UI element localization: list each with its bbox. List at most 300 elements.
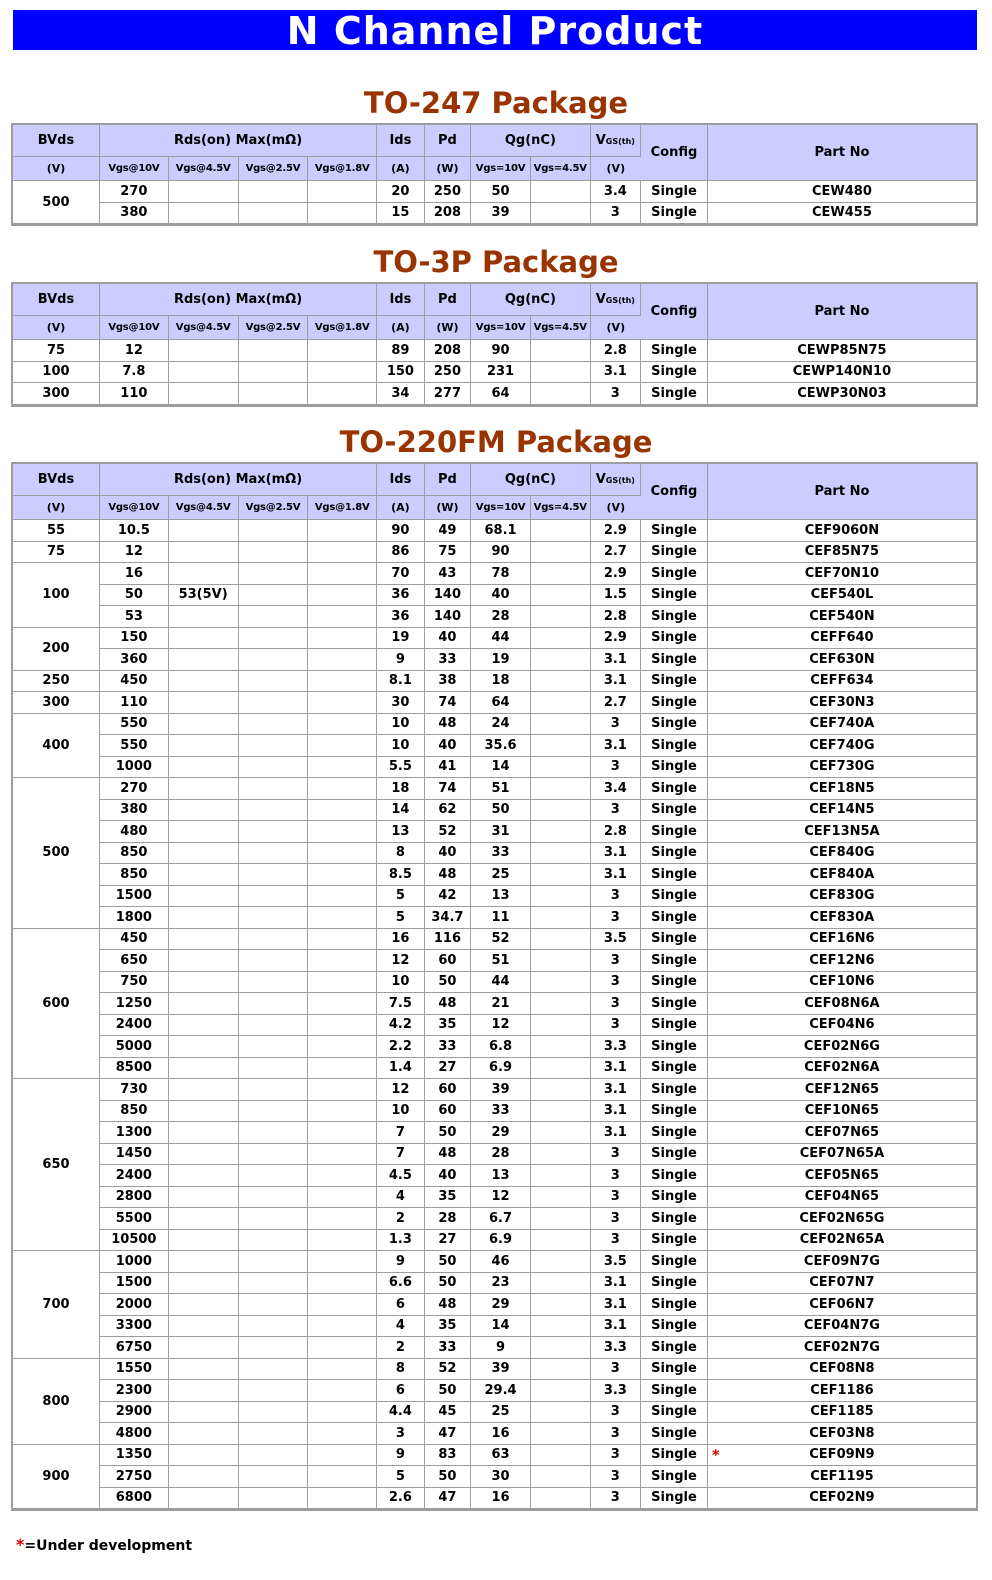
value-cell: 650 <box>100 950 169 972</box>
value-cell <box>169 907 239 929</box>
header-config: Config <box>641 284 708 340</box>
value-cell: 12 <box>100 340 169 362</box>
value-cell: 7.5 <box>377 993 425 1015</box>
part-no-cell <box>708 1101 976 1123</box>
value-cell <box>239 340 309 362</box>
value-cell: Single <box>641 563 708 585</box>
value-cell: 53(5V) <box>169 585 239 607</box>
value-cell <box>531 340 591 362</box>
value-cell <box>531 1294 591 1316</box>
value-cell <box>169 1230 239 1252</box>
value-cell <box>239 757 309 779</box>
value-cell <box>308 585 377 607</box>
value-cell: Single <box>641 671 708 693</box>
value-cell: Single <box>641 585 708 607</box>
part-no-text: CEWP85N75 <box>797 342 887 358</box>
value-cell: 2.9 <box>591 520 642 542</box>
header-part-no: Part No <box>708 125 976 181</box>
part-no-cell <box>708 1488 976 1510</box>
value-cell: 35 <box>425 1015 472 1037</box>
value-cell: 3300 <box>100 1316 169 1338</box>
table-row <box>13 1122 976 1144</box>
table-row <box>13 649 976 671</box>
value-cell: 10 <box>377 1101 425 1123</box>
value-cell <box>531 1466 591 1488</box>
value-cell: 68.1 <box>471 520 531 542</box>
value-cell: 40 <box>425 628 472 650</box>
value-cell: 36 <box>377 606 425 628</box>
value-cell: 3 <box>591 1402 642 1424</box>
value-cell: 6 <box>377 1380 425 1402</box>
value-cell: 450 <box>100 671 169 693</box>
spec-table-to-247-package <box>11 123 978 226</box>
table-row <box>13 1402 976 1424</box>
value-cell <box>308 1251 377 1273</box>
value-cell <box>169 1165 239 1187</box>
value-cell: Single <box>641 907 708 929</box>
value-cell <box>531 929 591 951</box>
value-cell: 89 <box>377 340 425 362</box>
value-cell <box>531 1359 591 1381</box>
value-cell: 43 <box>425 563 472 585</box>
part-no-text: CEF540L <box>810 587 874 603</box>
value-cell <box>308 886 377 908</box>
value-cell <box>169 181 239 203</box>
header-bvds: BVds <box>13 284 100 316</box>
table-row <box>13 692 976 714</box>
value-cell <box>308 1015 377 1037</box>
value-cell <box>239 362 309 384</box>
header-rds-sub: Vgs@4.5V <box>169 316 239 340</box>
value-cell: 70 <box>377 563 425 585</box>
header-rds-sub: Vgs@10V <box>100 157 169 181</box>
part-no-cell <box>708 843 976 865</box>
value-cell: 75 <box>425 542 472 564</box>
part-no-text: CEF02N6G <box>803 1038 880 1054</box>
table-row <box>13 1316 976 1338</box>
value-cell <box>308 1423 377 1445</box>
value-cell: Single <box>641 800 708 822</box>
value-cell <box>531 864 591 886</box>
table-row <box>13 821 976 843</box>
value-cell <box>169 1294 239 1316</box>
value-cell <box>169 628 239 650</box>
value-cell: 3.4 <box>591 778 642 800</box>
table-row <box>13 563 976 585</box>
value-cell: 27 <box>425 1058 472 1080</box>
value-cell: Single <box>641 1316 708 1338</box>
part-no-text: CEF830G <box>809 888 875 904</box>
bvds-cell: 800 <box>13 1359 100 1445</box>
value-cell: 34.7 <box>425 907 472 929</box>
header-vgs-main: V <box>595 472 606 487</box>
header-ids: Ids <box>377 464 425 496</box>
header-ids: Ids <box>377 284 425 316</box>
value-cell <box>239 606 309 628</box>
header-qg: Qg(nC) <box>471 284 590 316</box>
value-cell <box>308 628 377 650</box>
header-ids-unit: (A) <box>377 496 425 520</box>
value-cell: 2800 <box>100 1187 169 1209</box>
value-cell <box>169 1058 239 1080</box>
value-cell <box>531 821 591 843</box>
header-bvds: BVds <box>13 125 100 157</box>
value-cell <box>531 649 591 671</box>
header-vgs <box>591 125 642 157</box>
table-row <box>13 864 976 886</box>
value-cell: 3 <box>591 1230 642 1252</box>
part-no-cell <box>708 1058 976 1080</box>
value-cell: 53 <box>100 606 169 628</box>
value-cell <box>308 606 377 628</box>
header-qg-sub: Vgs=10V <box>471 157 531 181</box>
header-vgs-main: V <box>595 133 606 148</box>
value-cell: 39 <box>471 203 531 225</box>
header-config: Config <box>641 125 708 181</box>
value-cell: 116 <box>425 929 472 951</box>
table-row <box>13 1445 976 1467</box>
table-row <box>13 972 976 994</box>
value-cell: Single <box>641 993 708 1015</box>
value-cell: 1250 <box>100 993 169 1015</box>
value-cell: Single <box>641 1230 708 1252</box>
value-cell <box>169 929 239 951</box>
bvds-cell: 100 <box>13 362 100 384</box>
value-cell <box>169 692 239 714</box>
part-no-cell <box>708 1316 976 1338</box>
value-cell <box>169 1079 239 1101</box>
value-cell <box>531 1079 591 1101</box>
header-qg-sub: Vgs=4.5V <box>531 496 591 520</box>
value-cell <box>531 585 591 607</box>
value-cell <box>531 181 591 203</box>
table-row <box>13 1144 976 1166</box>
value-cell <box>531 1144 591 1166</box>
value-cell: 33 <box>425 1337 472 1359</box>
value-cell <box>239 778 309 800</box>
table-row <box>13 1466 976 1488</box>
value-cell: 3 <box>591 1015 642 1037</box>
header-vgs-sub: GS(th) <box>605 296 635 305</box>
value-cell <box>169 1380 239 1402</box>
part-no-cell <box>708 563 976 585</box>
value-cell: 5 <box>377 907 425 929</box>
value-cell: 10 <box>377 972 425 994</box>
header-vgs <box>591 464 642 496</box>
value-cell <box>308 520 377 542</box>
value-cell: 110 <box>100 692 169 714</box>
value-cell <box>169 203 239 225</box>
header-pd: Pd <box>425 464 472 496</box>
value-cell: Single <box>641 542 708 564</box>
value-cell <box>169 362 239 384</box>
value-cell: 10 <box>377 714 425 736</box>
table-row <box>13 671 976 693</box>
value-cell <box>239 1101 309 1123</box>
value-cell: 35 <box>425 1187 472 1209</box>
part-no-text: CEF630N <box>809 651 875 667</box>
value-cell <box>239 1251 309 1273</box>
value-cell: 41 <box>425 757 472 779</box>
value-cell: 1.4 <box>377 1058 425 1080</box>
bvds-cell: 300 <box>13 383 100 405</box>
value-cell: Single <box>641 383 708 405</box>
header-rds: Rds(on) Max(mΩ) <box>100 125 377 157</box>
header-ids-unit: (A) <box>377 157 425 181</box>
part-no-cell <box>708 542 976 564</box>
value-cell: 49 <box>425 520 472 542</box>
value-cell: Single <box>641 1488 708 1510</box>
header-pd-unit: (W) <box>425 316 472 340</box>
value-cell <box>531 383 591 405</box>
value-cell <box>308 1101 377 1123</box>
value-cell: 45 <box>425 1402 472 1424</box>
value-cell: 3 <box>591 1208 642 1230</box>
value-cell <box>169 735 239 757</box>
table-row <box>13 340 976 362</box>
bvds-cell: 75 <box>13 340 100 362</box>
value-cell <box>239 821 309 843</box>
value-cell <box>531 1402 591 1424</box>
value-cell <box>239 563 309 585</box>
value-cell <box>169 843 239 865</box>
value-cell: 2.8 <box>591 821 642 843</box>
value-cell <box>531 1101 591 1123</box>
header-vgs-sub: GS(th) <box>605 137 635 146</box>
part-no-cell <box>708 1294 976 1316</box>
table-row <box>13 800 976 822</box>
value-cell: 140 <box>425 585 472 607</box>
part-no-text: CEF1186 <box>810 1382 874 1398</box>
value-cell: Single <box>641 1165 708 1187</box>
value-cell <box>308 181 377 203</box>
part-no-text: CEF18N5 <box>809 780 875 796</box>
value-cell: 9 <box>377 1445 425 1467</box>
part-no-text: CEF09N7G <box>803 1253 880 1269</box>
value-cell: 20 <box>377 181 425 203</box>
value-cell <box>531 563 591 585</box>
value-cell: Single <box>641 1273 708 1295</box>
value-cell: 2.2 <box>377 1036 425 1058</box>
part-no-cell <box>708 520 976 542</box>
value-cell: 90 <box>377 520 425 542</box>
part-no-text: CEF03N8 <box>809 1425 875 1441</box>
value-cell: Single <box>641 628 708 650</box>
value-cell: 28 <box>471 1144 531 1166</box>
header-rds-sub: Vgs@1.8V <box>308 316 377 340</box>
value-cell: 380 <box>100 800 169 822</box>
header-vgs-unit: (V) <box>591 157 642 181</box>
value-cell: 46 <box>471 1251 531 1273</box>
value-cell: 3 <box>591 950 642 972</box>
value-cell <box>239 1316 309 1338</box>
value-cell: Single <box>641 1144 708 1166</box>
value-cell: 3.1 <box>591 1058 642 1080</box>
value-cell <box>308 1273 377 1295</box>
value-cell: 1300 <box>100 1122 169 1144</box>
value-cell: 2000 <box>100 1294 169 1316</box>
value-cell <box>239 671 309 693</box>
value-cell <box>239 1273 309 1295</box>
value-cell <box>169 1402 239 1424</box>
part-no-cell <box>708 649 976 671</box>
value-cell: 1000 <box>100 1251 169 1273</box>
value-cell <box>239 1380 309 1402</box>
value-cell: 8500 <box>100 1058 169 1080</box>
value-cell: 24 <box>471 714 531 736</box>
value-cell <box>169 1187 239 1209</box>
part-no-cell <box>708 1079 976 1101</box>
value-cell <box>531 735 591 757</box>
table-row <box>13 628 976 650</box>
table-row <box>13 843 976 865</box>
part-no-text: CEF840G <box>809 845 875 861</box>
value-cell: 3 <box>591 203 642 225</box>
value-cell <box>308 1230 377 1252</box>
value-cell: 9 <box>471 1337 531 1359</box>
value-cell: 231 <box>471 362 531 384</box>
header-rds-sub: Vgs@1.8V <box>308 496 377 520</box>
spec-table-to-3p-package <box>11 282 978 407</box>
value-cell <box>169 757 239 779</box>
value-cell: 50 <box>425 972 472 994</box>
value-cell: 3 <box>591 993 642 1015</box>
value-cell <box>308 1079 377 1101</box>
table-row <box>13 886 976 908</box>
part-no-text: CEF02N65G <box>799 1210 885 1226</box>
value-cell <box>239 1015 309 1037</box>
value-cell: 3.1 <box>591 649 642 671</box>
value-cell: 23 <box>471 1273 531 1295</box>
value-cell: 9 <box>377 1251 425 1273</box>
value-cell: 2900 <box>100 1402 169 1424</box>
header-row <box>13 125 976 157</box>
value-cell <box>308 907 377 929</box>
table-row <box>13 1230 976 1252</box>
section-title-to-3p-package: TO-3P Package <box>373 245 619 279</box>
value-cell: 42 <box>425 886 472 908</box>
value-cell: Single <box>641 1058 708 1080</box>
value-cell <box>308 1402 377 1424</box>
value-cell: 3 <box>591 886 642 908</box>
value-cell <box>308 383 377 405</box>
part-no-text: CEF04N65 <box>804 1189 880 1205</box>
section-title-to-247-package: TO-247 Package <box>363 86 629 120</box>
value-cell <box>169 800 239 822</box>
value-cell <box>531 843 591 865</box>
value-cell <box>308 843 377 865</box>
value-cell <box>239 649 309 671</box>
part-no-text: CEF05N65 <box>804 1167 880 1183</box>
value-cell: 450 <box>100 929 169 951</box>
value-cell: Single <box>641 692 708 714</box>
value-cell <box>169 1337 239 1359</box>
bvds-cell: 500 <box>13 778 100 929</box>
value-cell: 3.3 <box>591 1036 642 1058</box>
header-qg: Qg(nC) <box>471 125 590 157</box>
header-qg-sub: Vgs=4.5V <box>531 157 591 181</box>
value-cell: 33 <box>471 843 531 865</box>
part-no-cell <box>708 1251 976 1273</box>
bvds-cell: 650 <box>13 1079 100 1251</box>
part-no-text: CEF04N6 <box>809 1017 875 1033</box>
table-row <box>13 1058 976 1080</box>
value-cell: Single <box>641 1122 708 1144</box>
value-cell: 27 <box>425 1230 472 1252</box>
value-cell: 2.7 <box>591 542 642 564</box>
value-cell <box>308 692 377 714</box>
value-cell <box>531 628 591 650</box>
bvds-cell: 400 <box>13 714 100 779</box>
value-cell: 3 <box>591 1187 642 1209</box>
part-no-text: CEF740A <box>809 716 875 732</box>
value-cell: 4 <box>377 1187 425 1209</box>
part-no-cell <box>708 1230 976 1252</box>
value-cell <box>169 671 239 693</box>
value-cell: 47 <box>425 1423 472 1445</box>
value-cell <box>308 993 377 1015</box>
part-no-text: CEF540N <box>809 608 875 624</box>
value-cell: 3.1 <box>591 1101 642 1123</box>
value-cell <box>169 1015 239 1037</box>
value-cell <box>239 203 309 225</box>
value-cell <box>169 714 239 736</box>
part-no-cell <box>708 203 976 225</box>
value-cell: 16 <box>377 929 425 951</box>
value-cell: 50 <box>425 1273 472 1295</box>
part-no-cell <box>708 585 976 607</box>
value-cell: 39 <box>471 1079 531 1101</box>
bvds-cell: 300 <box>13 692 100 714</box>
value-cell: 3.3 <box>591 1380 642 1402</box>
value-cell: 6.6 <box>377 1273 425 1295</box>
part-no-cell <box>708 181 976 203</box>
header-pd-unit: (W) <box>425 157 472 181</box>
table-row <box>13 1015 976 1037</box>
table-row <box>13 1423 976 1445</box>
value-cell <box>531 1273 591 1295</box>
value-cell: Single <box>641 1380 708 1402</box>
value-cell: 5.5 <box>377 757 425 779</box>
value-cell <box>531 1423 591 1445</box>
value-cell: 250 <box>425 181 472 203</box>
value-cell: 11 <box>471 907 531 929</box>
part-no-text: CEF08N8 <box>809 1361 875 1377</box>
value-cell: 277 <box>425 383 472 405</box>
value-cell: 1800 <box>100 907 169 929</box>
part-no-cell <box>708 1144 976 1166</box>
value-cell <box>239 907 309 929</box>
header-rds-sub: Vgs@4.5V <box>169 496 239 520</box>
table-row <box>13 1359 976 1381</box>
value-cell: 4800 <box>100 1423 169 1445</box>
value-cell: 50 <box>425 1380 472 1402</box>
header-vgs-unit: (V) <box>591 316 642 340</box>
value-cell: 3.3 <box>591 1337 642 1359</box>
value-cell: 2400 <box>100 1165 169 1187</box>
part-no-cell <box>708 1380 976 1402</box>
table-row <box>13 520 976 542</box>
value-cell: Single <box>641 950 708 972</box>
table-row <box>13 950 976 972</box>
value-cell: 10 <box>377 735 425 757</box>
value-cell: 52 <box>471 929 531 951</box>
part-no-text: CEF12N6 <box>809 952 875 968</box>
value-cell: 30 <box>471 1466 531 1488</box>
value-cell <box>308 1208 377 1230</box>
part-no-cell <box>708 1208 976 1230</box>
part-no-cell <box>708 692 976 714</box>
